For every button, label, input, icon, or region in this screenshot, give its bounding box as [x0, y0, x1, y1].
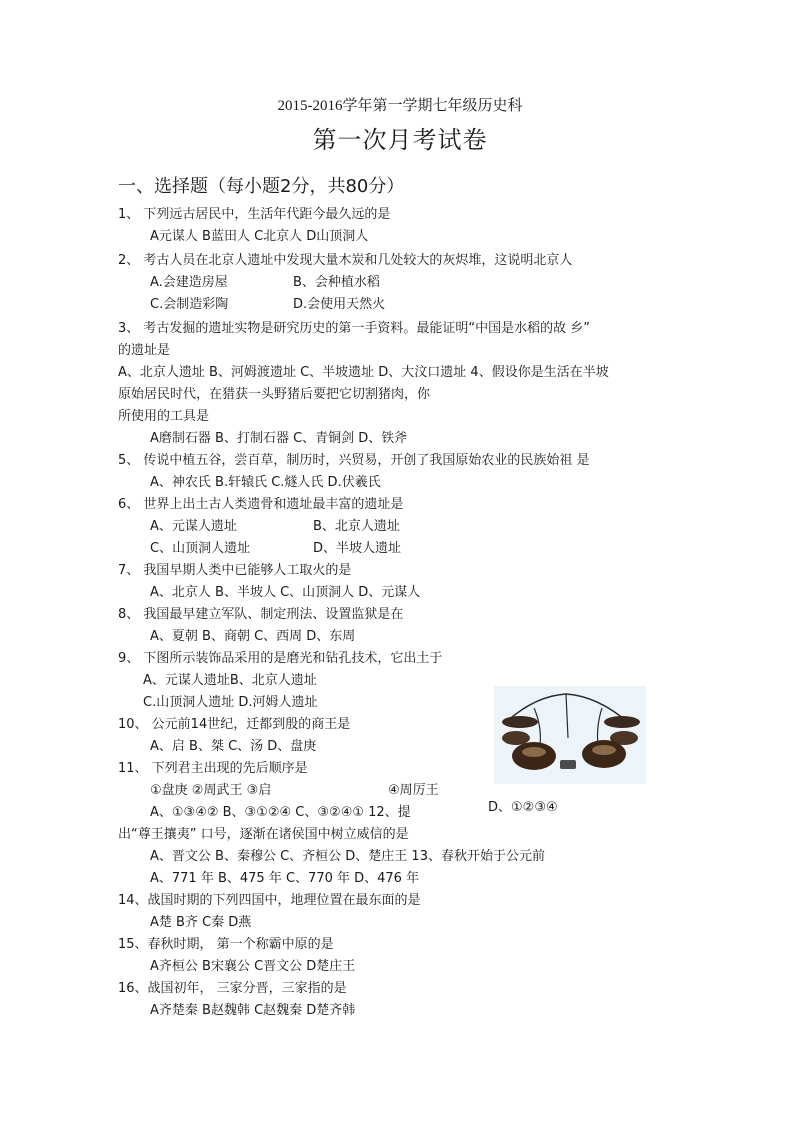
question-14: 14、战国时期的下列四国中，地理位置在最东面的是 — [118, 893, 421, 908]
question-3-options: A、北京人遗址 B、河姆渡遗址 C、半坡遗址 D、大汶口遗址 4、假设你是生活在半坡 — [118, 365, 609, 380]
question-3-continued: 的遗址是 — [118, 343, 171, 358]
question-4: 原始居民时代，在猎获一头野猪后要把它切割猪肉，你 — [118, 387, 431, 402]
exam-subtitle: 2015-2016学年第一学期七年级历史科 — [277, 98, 523, 114]
question-7-options: A、北京人 B、半坡人 C、山顶洞人 D、元谋人 — [150, 585, 421, 600]
question-6-option-a: A、元谋人遗址 — [150, 519, 237, 534]
question-6-option-b: B、北京人遗址 — [313, 519, 400, 534]
ornament-illustration — [494, 686, 646, 784]
question-7: 7、 我国早期人类中已能够人工取火的是 — [118, 563, 352, 578]
question-8-options: A、夏朝 B、商朝 C、西周 D、东周 — [150, 629, 356, 644]
ornament-figure — [494, 686, 646, 784]
question-6: 6、 世界上出土古人类遗骨和遗址最丰富的遗址是 — [118, 497, 404, 512]
question-9: 9、 下图所示装饰品采用的是磨光和钻孔技术，它出土于 — [118, 651, 443, 666]
question-2-option-b: B、会种植水稻 — [293, 275, 380, 290]
question-9-options-cd: C.山顶洞人遗址 D.河姆人遗址 — [143, 695, 318, 710]
question-11-options: A、①③④② B、③①②④ C、③②④① 12、提 — [150, 805, 411, 820]
question-12-options: A、晋文公 B、秦穆公 C、齐桓公 D、楚庄王 13、春秋开始于公元前 — [150, 849, 545, 864]
question-9-options-ab: A、元谋人遗址B、北京人遗址 — [143, 673, 317, 688]
question-2-option-c: C.会制造彩陶 — [150, 297, 229, 312]
question-11-option-d: D、①②③④ — [488, 800, 558, 815]
question-4-options: A磨制石器 B、打制石器 C、青铜剑 D、铁斧 — [150, 431, 408, 446]
question-16-options: A齐楚秦 B赵魏韩 C赵魏秦 D楚齐韩 — [150, 1003, 356, 1018]
question-2: 2、 考古人员在北京人遗址中发现大量木炭和几处较大的灰烬堆，这说明北京人 — [118, 253, 573, 268]
question-15: 15、春秋时期， 第一个称霸中原的是 — [118, 937, 334, 952]
question-16: 16、战国初年， 三家分晋，三家指的是 — [118, 981, 347, 996]
question-11-items-a: ①盘庚 ②周武王 ③启 — [150, 783, 272, 798]
question-14-options: A楚 B齐 C秦 D燕 — [150, 915, 252, 930]
question-1: 1、 下列远古居民中，生活年代距今最久远的是 — [118, 207, 391, 222]
question-1-options: A元谋人 B蓝田人 C北京人 D山顶洞人 — [150, 229, 369, 244]
question-12: 出“尊王攘夷” 口号，逐渐在诸侯国中树立威信的是 — [118, 827, 409, 842]
question-5-options: A、神农氏 B.轩辕氏 C.燧人氏 D.伏羲氏 — [150, 475, 381, 490]
question-10-options: A、启 B、桀 C、汤 D、盘庚 — [150, 739, 317, 754]
question-13-options: A、771 年 B、475 年 C、770 年 D、476 年 — [150, 871, 420, 886]
question-2-option-a: A.会建造房屋 — [150, 275, 228, 290]
question-8: 8、 我国最早建立军队、制定刑法、设置监狱是在 — [118, 607, 404, 622]
question-5: 5、 传说中植五谷，尝百草，制历时，兴贸易，开创了我国原始农业的民族始祖 是 — [118, 453, 590, 468]
question-11: 11、 下列君主出现的先后顺序是 — [118, 761, 308, 776]
exam-title: 第一次月考试卷 — [312, 126, 488, 154]
question-10: 10、 公元前14世纪，迁都到殷的商王是 — [118, 717, 351, 732]
question-11-items-b: ④周厉王 — [388, 783, 439, 798]
question-6-option-d: D、半坡人遗址 — [313, 541, 402, 556]
question-3: 3、 考古发掘的遗址实物是研究历史的第一手资料。最能证明“中国是水稻的故 乡” — [118, 321, 591, 336]
question-2-option-d: D.会使用天然火 — [293, 297, 386, 312]
section-heading: 一、选择题（每小题2分，共80分） — [118, 176, 405, 197]
question-6-option-c: C、山顶洞人遗址 — [150, 541, 251, 556]
question-4-continued: 所使用的工具是 — [118, 409, 210, 424]
question-15-options: A齐桓公 B宋襄公 C晋文公 D楚庄王 — [150, 959, 356, 974]
